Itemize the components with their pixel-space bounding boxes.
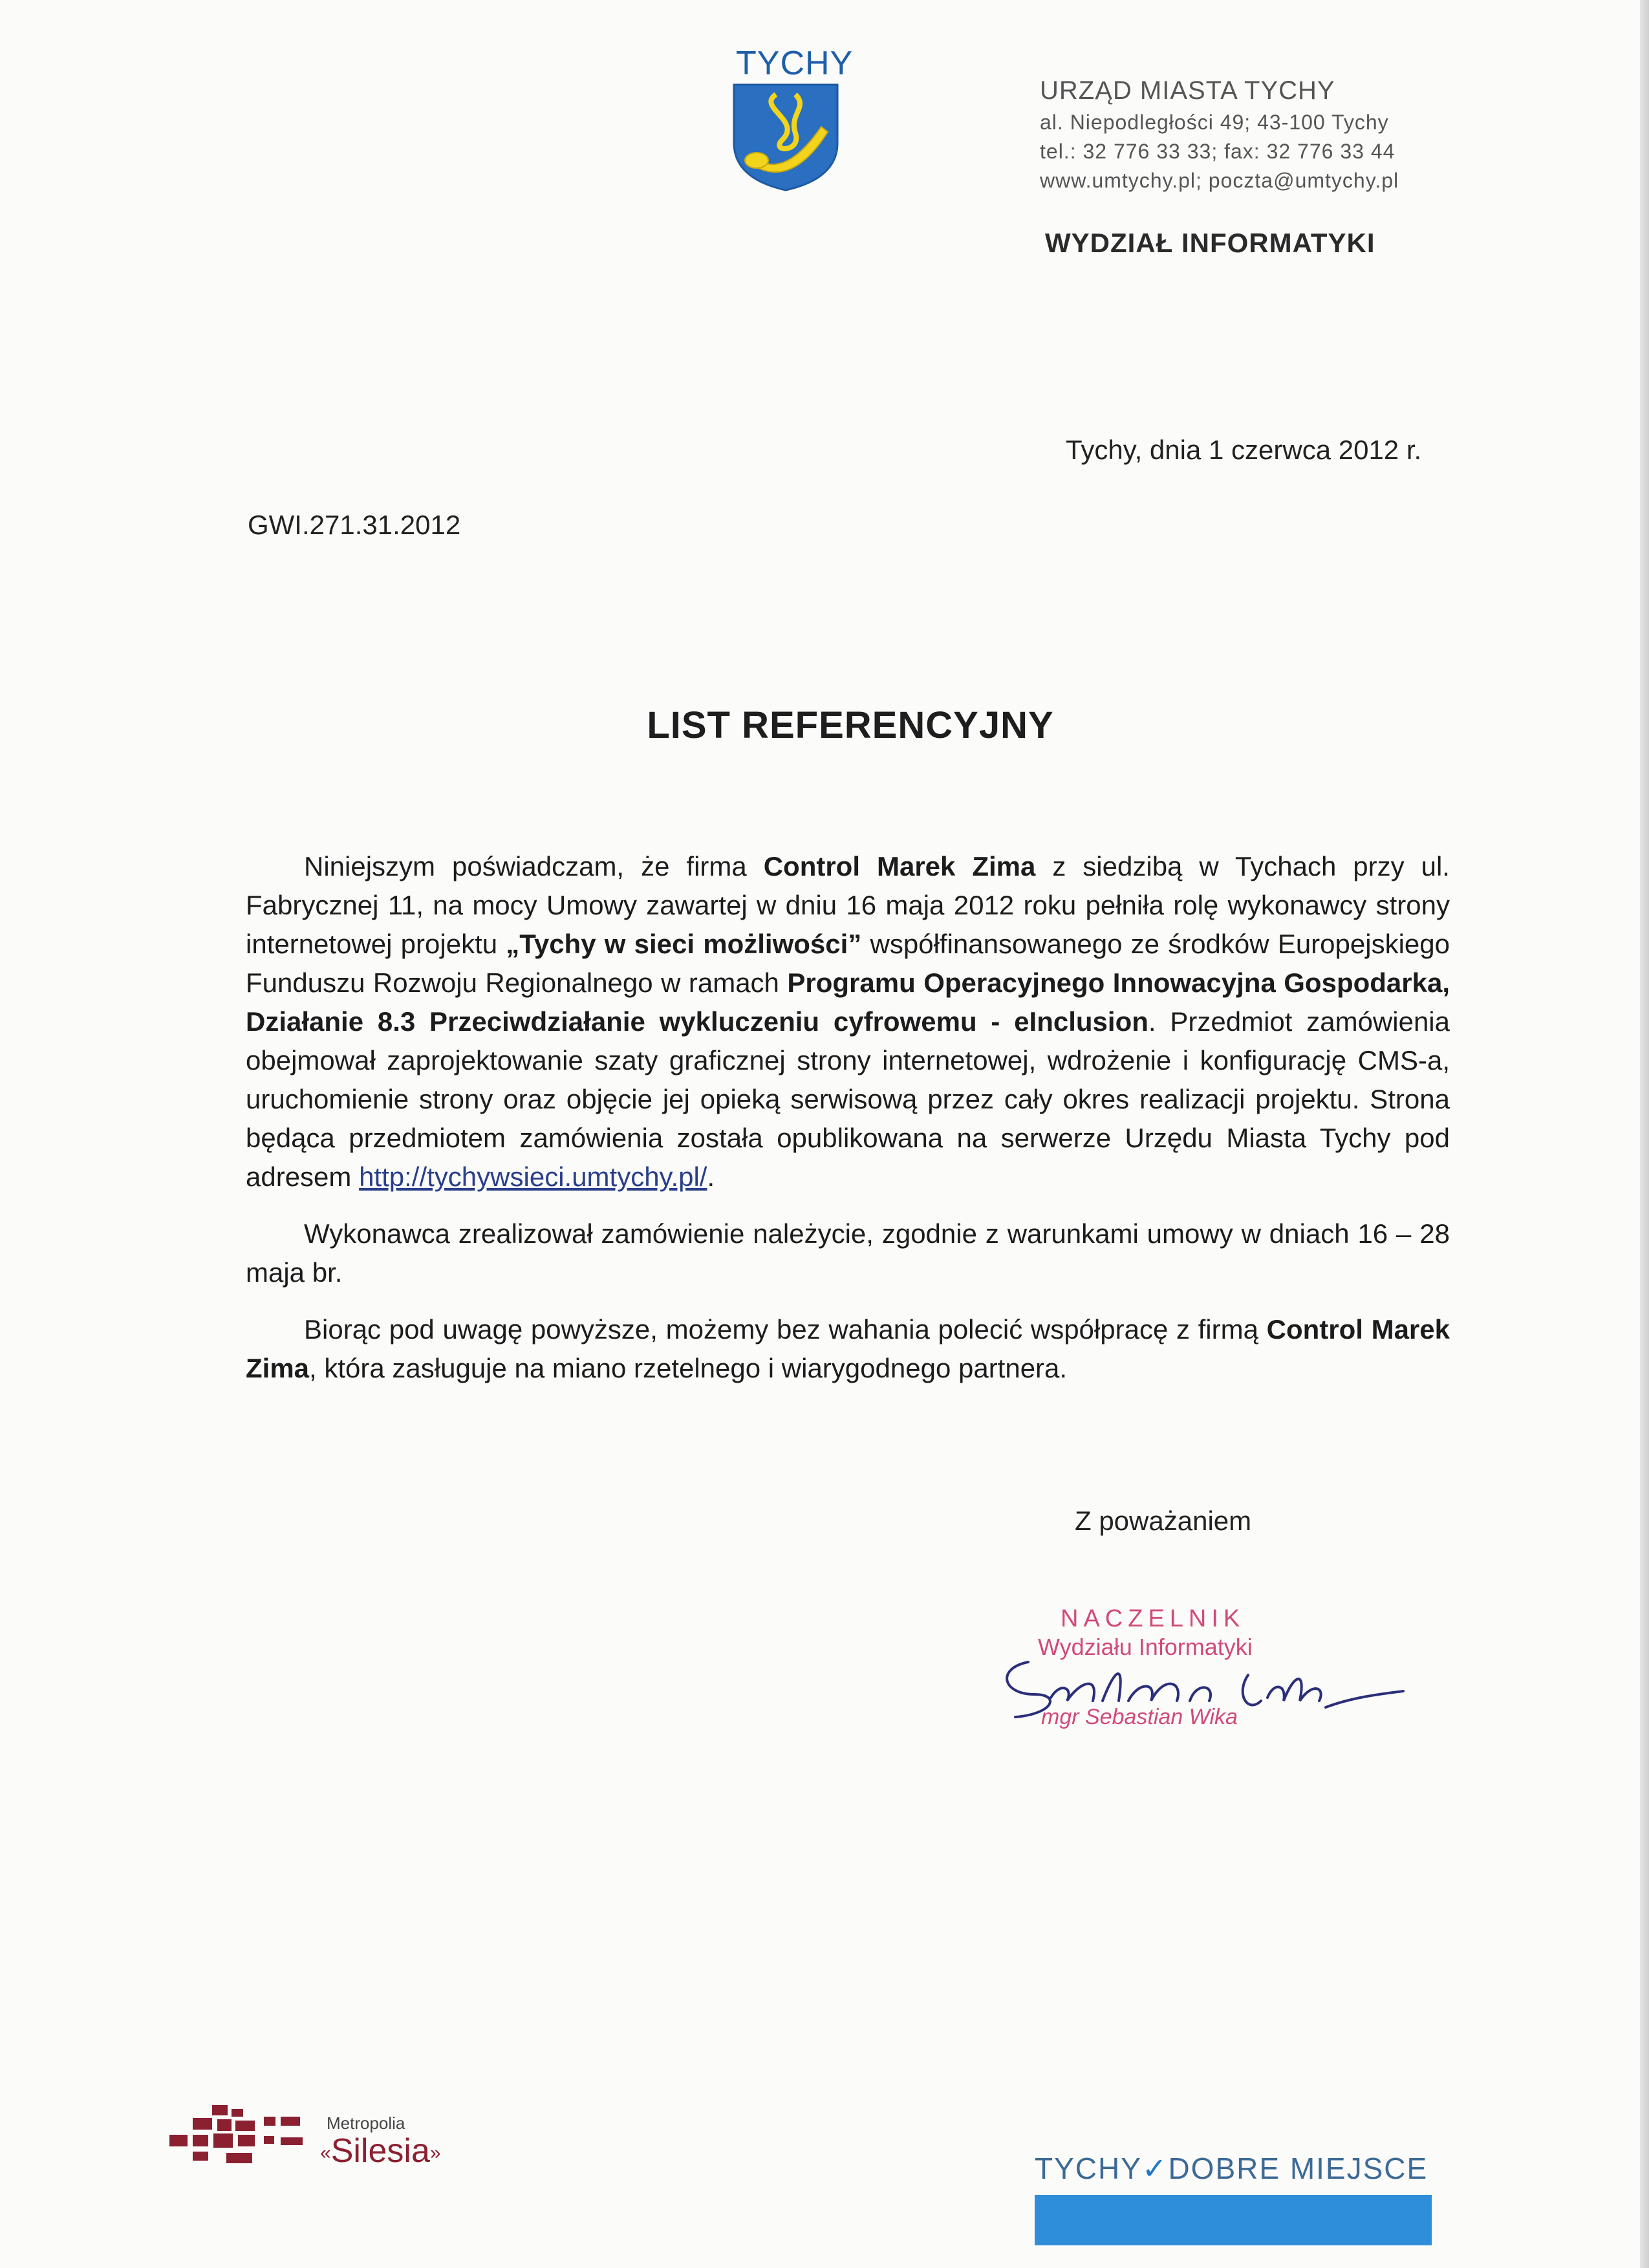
- project-name: „Tychy w sieci możliwości”: [506, 929, 862, 959]
- p3-text-2: , która zasługuje na miano rzetelnego i wiarygodnego partnera.: [309, 1353, 1068, 1383]
- company-name-2: Control Marek Zima: [246, 1314, 1450, 1383]
- silesia-quote-close-icon: »: [429, 2142, 441, 2164]
- project-website-link[interactable]: http://tychywsieci.umtychy.pl/: [359, 1161, 707, 1192]
- letter-date: Tychy, dnia 1 czerwca 2012 r.: [1066, 435, 1422, 465]
- paragraph-1: [246, 847, 1450, 1196]
- silesia-quote-open-icon: «: [320, 2142, 331, 2164]
- slogan-right: DOBRE MIEJSCE: [1168, 2152, 1428, 2185]
- department-name: WYDZIAŁ INFORMATYKI: [1045, 228, 1375, 258]
- silesia-word: Silesia: [330, 2132, 430, 2170]
- office-address: al. Niepodległości 49; 43-100 Tychy: [1040, 111, 1389, 134]
- coat-city-name: TYCHY: [736, 45, 854, 82]
- closing-phrase: Z poważaniem: [1075, 1506, 1252, 1536]
- letter-title: LIST REFERENCYJNY: [647, 704, 1054, 746]
- metropolia-label: Metropolia: [327, 2113, 405, 2133]
- office-phones: tel.: 32 776 33 33; fax: 32 776 33 44: [1040, 140, 1396, 163]
- metropolia-silesia-logo-icon: [167, 2105, 316, 2176]
- scan-edge: [1640, 0, 1649, 2268]
- footer-blue-bar: [1035, 2195, 1432, 2245]
- p1-text-2: z siedzibą w Tychach przy ul. Fabrycznej 11, na mocy Umowy zawartej w dniu 16 maja 2012 roku pełniła rolę wykonawcy strony internetowej projektu: [246, 851, 1450, 959]
- stamp-subtitle: Wydziału Informatyki: [1038, 1634, 1253, 1660]
- p1-text-5: .: [707, 1161, 715, 1192]
- letterhead: [1040, 76, 1399, 193]
- paragraph-2: Wykonawca zrealizował zamówienie należycie, zgodnie z warunkami umowy w dniach 16 – 28 maja br.: [246, 1218, 1450, 1288]
- stamp-title: NACZELNIK: [1061, 1605, 1245, 1632]
- stamp-name: mgr Sebastian Wika: [1041, 1705, 1238, 1729]
- tychy-coat-of-arms-icon: [731, 81, 841, 191]
- program-name: Programu Operacyjnego Innowacyjna Gospodarka, Działanie 8.3 Przeciwdziałanie wykluczeniu cyfrowemu - eInclusion: [246, 967, 1450, 1037]
- silesia-label: [320, 2132, 441, 2170]
- checkmark-icon: ✓: [1141, 2152, 1169, 2185]
- office-name: URZĄD MIASTA TYCHY: [1040, 76, 1335, 105]
- p3-text-1: Biorąc pod uwagę powyższe, możemy bez wahania polecić współpracę z firmą: [304, 1314, 1267, 1345]
- p1-text-1: Niniejszym poświadczam, że firma: [304, 851, 764, 881]
- reference-number: GWI.271.31.2012: [248, 510, 461, 540]
- handwritten-signature: [989, 1636, 1410, 1733]
- paragraph-3: [246, 1310, 1450, 1388]
- letter-body: [246, 847, 1450, 1406]
- p1-text-3: współfinansowanego ze środków Europejskiego Funduszu Rozwoju Regionalnego w ramach: [246, 929, 1450, 998]
- slogan-left: TYCHY: [1035, 2152, 1142, 2185]
- company-name: Control Marek Zima: [763, 851, 1036, 881]
- tychy-slogan: [1035, 2151, 1428, 2186]
- office-web: www.umtychy.pl; poczta@umtychy.pl: [1040, 169, 1399, 192]
- p1-text-4: . Przedmiot zamówienia obejmował zaprojektowanie szaty graficznej strony internetowej, wdrożenie i konfigurację CMS-a, uruchomienie strony oraz objęcie jej opieką serwisową przez cały okres realizacji projektu. Strona będąca przedmiotem zamówienia została opublikowana na serwerze Urzędu Miasta Tychy pod adresem: [246, 1006, 1450, 1192]
